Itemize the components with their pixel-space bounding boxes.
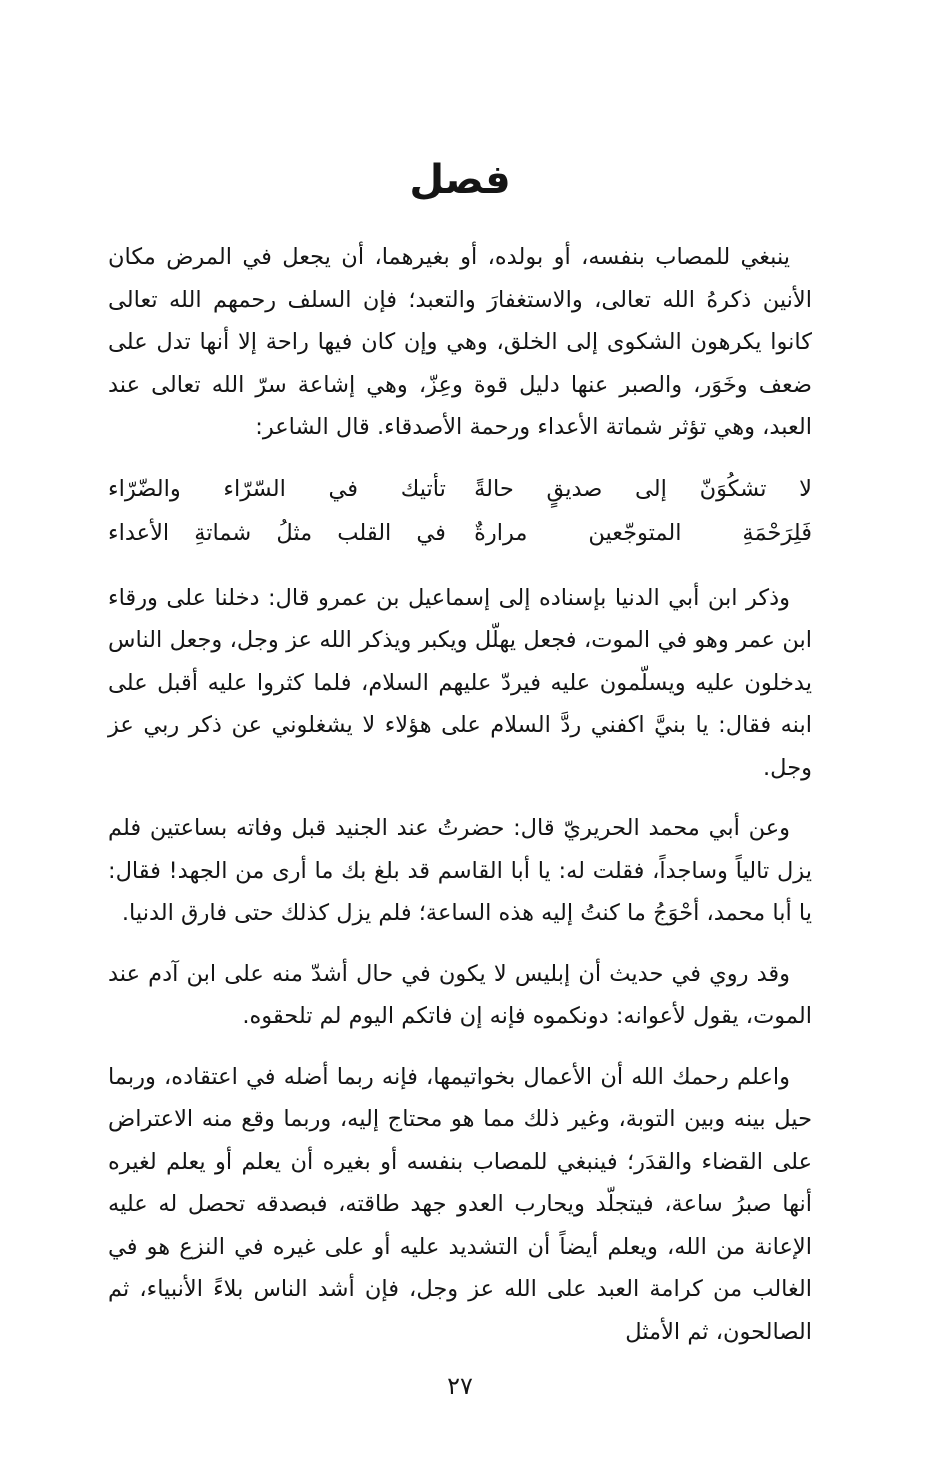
poem-second-hemistich: في القلب مثلُ شماتةِ الأعداء [108, 519, 446, 546]
poem [108, 467, 812, 555]
book-page [108, 150, 812, 1401]
poem-line [108, 511, 812, 555]
poem-second-hemistich: تأتيك في السّرّاء والضّرّاء [108, 475, 446, 502]
paragraph-iblis: وقد روي في حديث أن إبليس لا يكون في حال أشدّ منه على ابن آدم عند الموت، يقول لأعوانه: دونكموه فإنه إن فاتكم اليوم لم تلحقوه. [108, 960, 812, 1029]
poem-first-hemistich: فَلِرَحْمَةِ المتوجّعين مرارةٌ [474, 519, 812, 546]
poem-line [108, 467, 812, 511]
paragraph-complaint: ينبغي للمصاب بنفسه، أو بولده، أو بغيرهما، أن يجعل في المرض مكان الأنين ذكرهُ الله تعالى، والاستغفارَ والتعبد؛ فإن السلف رحمهم الله تعالى كانوا يكرهون الشكوى إلى الخلق، وهي وإن كان فيها راحة إلا أنها تدل على ضعف وخَوَر، والصبر عنها دليل قوة وعِزّ، وهي إشاعة سرّ الله تعالى عند العبد، وهي تؤثر شماتة الأعداء ورحمة الأصدقاء. قال الشاعر: [108, 244, 812, 440]
page-number: ٢٧ [447, 1372, 473, 1400]
paragraph-deeds: واعلم رحمك الله أن الأعمال بخواتيمها، فإنه ربما أضله في اعتقاده، وربما حيل بينه وبين التوبة، وغير ذلك مما هو محتاج إليه، وربما وقع منه الاعتراض على القضاء والقدَر؛ فينبغي للمصاب بنفسه أو بغيره أن يعلم أو يعلم لغيره أنها صبرُ ساعة، فيتجلّد ويحارب العدو جهد طاقته، فبصدقه تحصل له عليه الإعانة من الله، ويعلم أيضاً أن التشديد عليه أو على غيره في النزع هو في الغالب من كرامة العبد على الله عز وجل، فإن أشد الناس بلاءً الأنبياء، ثم الصالحون، ثم الأمثل [108, 1063, 812, 1345]
chapter-heading: فصل [409, 157, 511, 203]
paragraph-junayd: وعن أبي محمد الحريريّ قال: حضرتُ عند الجنيد قبل وفاته بساعتين فلم يزل تالياً وساجداً، فقلت له: يا أبا القاسم قد بلغ بك ما أرى من الجهد! فقال: يا أبا محمد، أحْوَجُ ما كنتُ إليه هذه الساعة؛ فلم يزل كذلك حتى فارق الدنيا. [108, 815, 812, 926]
paragraph-warqa: وذكر ابن أبي الدنيا بإسناده إلى إسماعيل بن عمرو قال: دخلنا على ورقاء ابن عمر وهو في الموت، فجعل يهلّل ويكبر ويذكر الله عز وجل، وجعل الناس يدخلون عليه ويسلّمون عليه فيردّ عليهم السلام، فلما كثروا عليه أقبل على ابنه فقال: يا بنيَّ اكفني ردَّ السلام على هؤلاء لا يشغلوني عن ذكر ربي عز وجل. [108, 584, 812, 781]
poem-first-hemistich: لا تشكُوَنّ إلى صديقٍ حالةً [474, 475, 812, 502]
